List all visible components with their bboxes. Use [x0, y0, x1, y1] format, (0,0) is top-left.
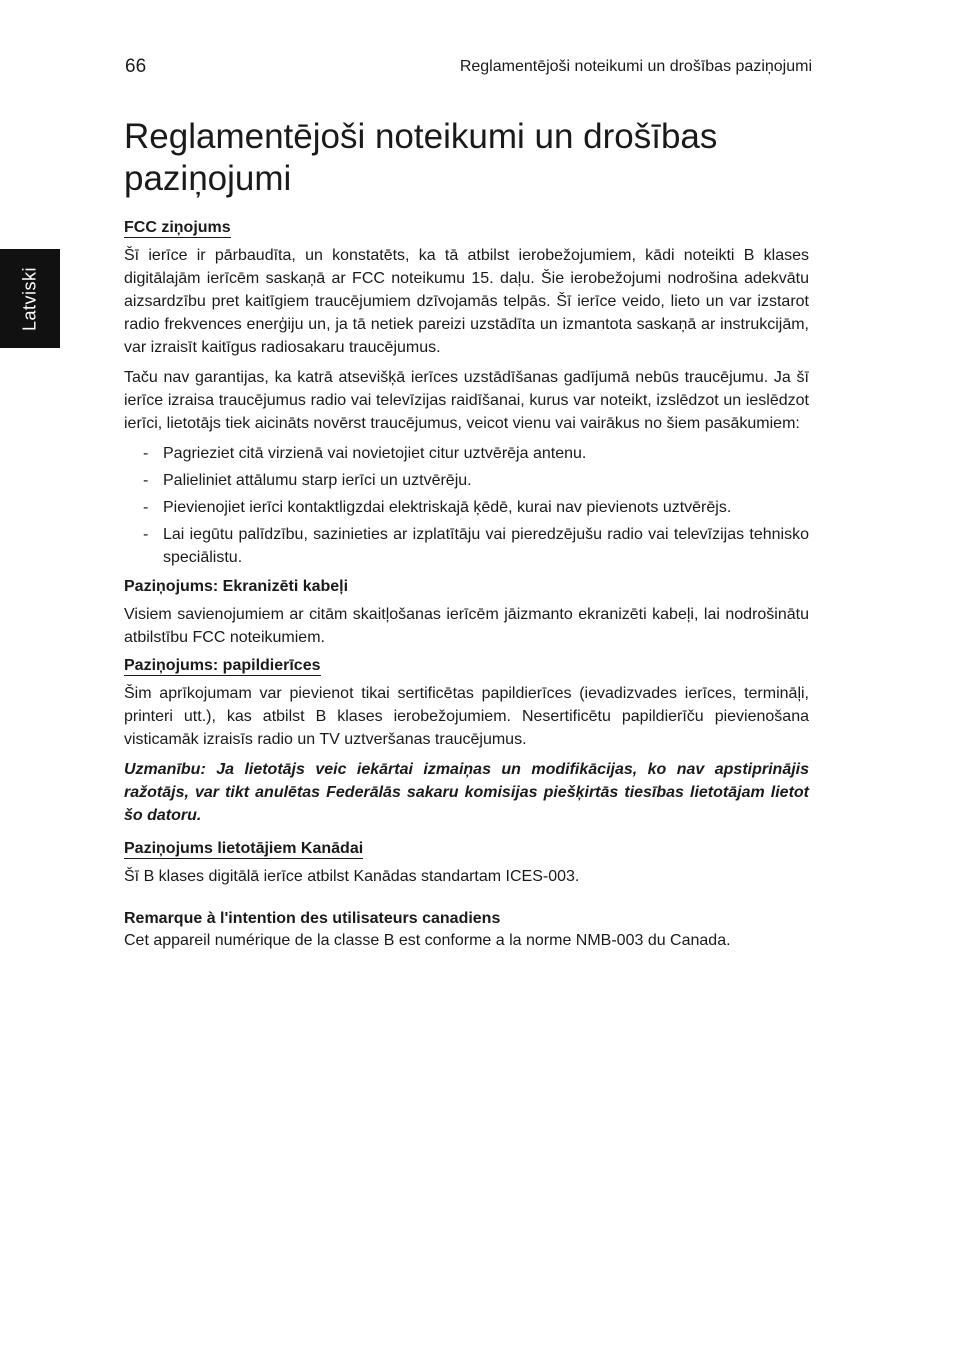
bullet-marker: - [143, 472, 149, 489]
fcc-paragraph-1: Šī ierīce ir pārbaudīta, un konstatēts, ka tā atbilst ierobežojumiem, kādi noteikti B klases digitālajām ierīcēm saskaņā ar FCC noteikumu 15. daļu. Šie ierobežojumi nodrošina adekvātu aizsardzību pret kaitīgiem traucējumiem dzīvojamās telpās. Šī ierīce veido, lieto un var izstarot radio frekvences enerģiju un, ja tā netiek pareizi uzstādīta un izmantota saskaņā ar instrukcijām, var izraisīt kaitīgus radiosakaru traucējumus. [124, 247, 809, 356]
list-item-text: Pagrieziet citā virzienā vai novietojiet citur uztvērēja antenu. [163, 445, 587, 462]
list-item [124, 496, 809, 519]
fcc-heading [124, 218, 809, 238]
fcc-measures-list [124, 442, 809, 569]
fcc-paragraph-2: Taču nav garantijas, ka katrā atsevišķā ierīces uzstādīšanas gadījumā nebūs traucējumu. Ja šī ierīce izraisa traucējumus radio vai televīzijas raidīšanai, kurus var noteikt, izslēdzot un ieslēdzot ierīci, lietotājs tiek aicināts novērst traucējumus, veicot vienu vai vairākus no šiem pasākumiem: [124, 369, 809, 432]
peripherals-heading-text: Paziņojums: papildierīces [124, 657, 321, 674]
canada-fr-heading: Remarque à l'intention des utilisateurs canadiens [124, 910, 501, 927]
list-item-text: Pievienojiet ierīci kontaktligzdai elektriskajā ķēdē, kurai nav pievienots uztvērējs. [163, 499, 732, 516]
shielded-cables-body: Visiem savienojumiem ar citām skaitļošanas ierīcēm jāizmanto ekranizēti kabeļi, lai nodrošinātu atbilstību FCC noteikumiem. [124, 606, 809, 646]
shielded-cables-heading-text: Paziņojums: Ekranizēti kabeļi [124, 578, 349, 595]
language-tab-label: Latviski [19, 266, 40, 332]
canada-body: Šī B klases digitālā ierīce atbilst Kanādas standartam ICES-003. [124, 868, 580, 885]
list-item [124, 523, 809, 569]
bullet-marker: - [143, 445, 149, 462]
bullet-marker: - [143, 499, 149, 516]
page-content [124, 116, 809, 952]
list-item-text: Lai iegūtu palīdzību, sazinieties ar izplatītāju vai pieredzējušu radio vai televīzijas tehnisko speciālistu. [163, 526, 809, 566]
canada-heading-text: Paziņojums lietotājiem Kanādai [124, 840, 364, 857]
page-title: Reglamentējoši noteikumi un drošības paziņojumi [124, 117, 718, 198]
bullet-marker: - [143, 526, 149, 543]
list-item [124, 442, 809, 465]
page-number: 66 [125, 56, 147, 77]
running-header: Reglamentējoši noteikumi un drošības paziņojumi [459, 58, 812, 75]
peripherals-body: Šim aprīkojumam var pievienot tikai sertificētas papildierīces (ievadizvades ierīces, termināļi, printeri utt.), kas atbilst B klases ierobežojumiem. Nesertificētu papildierīču pievienošana visticamāk izraisīs radio un TV uztveršanas traucējumus. [124, 685, 809, 748]
language-tab [0, 249, 60, 348]
list-item-text: Palieliniet attālumu starp ierīci un uztvērēju. [163, 472, 472, 489]
canada-heading [124, 839, 809, 859]
peripherals-warning: Uzmanību: Ja lietotājs veic iekārtai izmaiņas un modifikācijas, ko nav apstiprinājis ražotājs, var tikt anulētas Federālās sakaru komisijas piešķirtās tiesības lietotājam lietot šo datoru. [124, 761, 809, 824]
list-item [124, 469, 809, 492]
shielded-cables-heading [124, 577, 809, 597]
peripherals-heading [124, 656, 809, 676]
fcc-heading-text: FCC ziņojums [124, 219, 231, 236]
canada-fr-body: Cet appareil numérique de la classe B est conforme a la norme NMB-003 du Canada. [124, 932, 731, 949]
